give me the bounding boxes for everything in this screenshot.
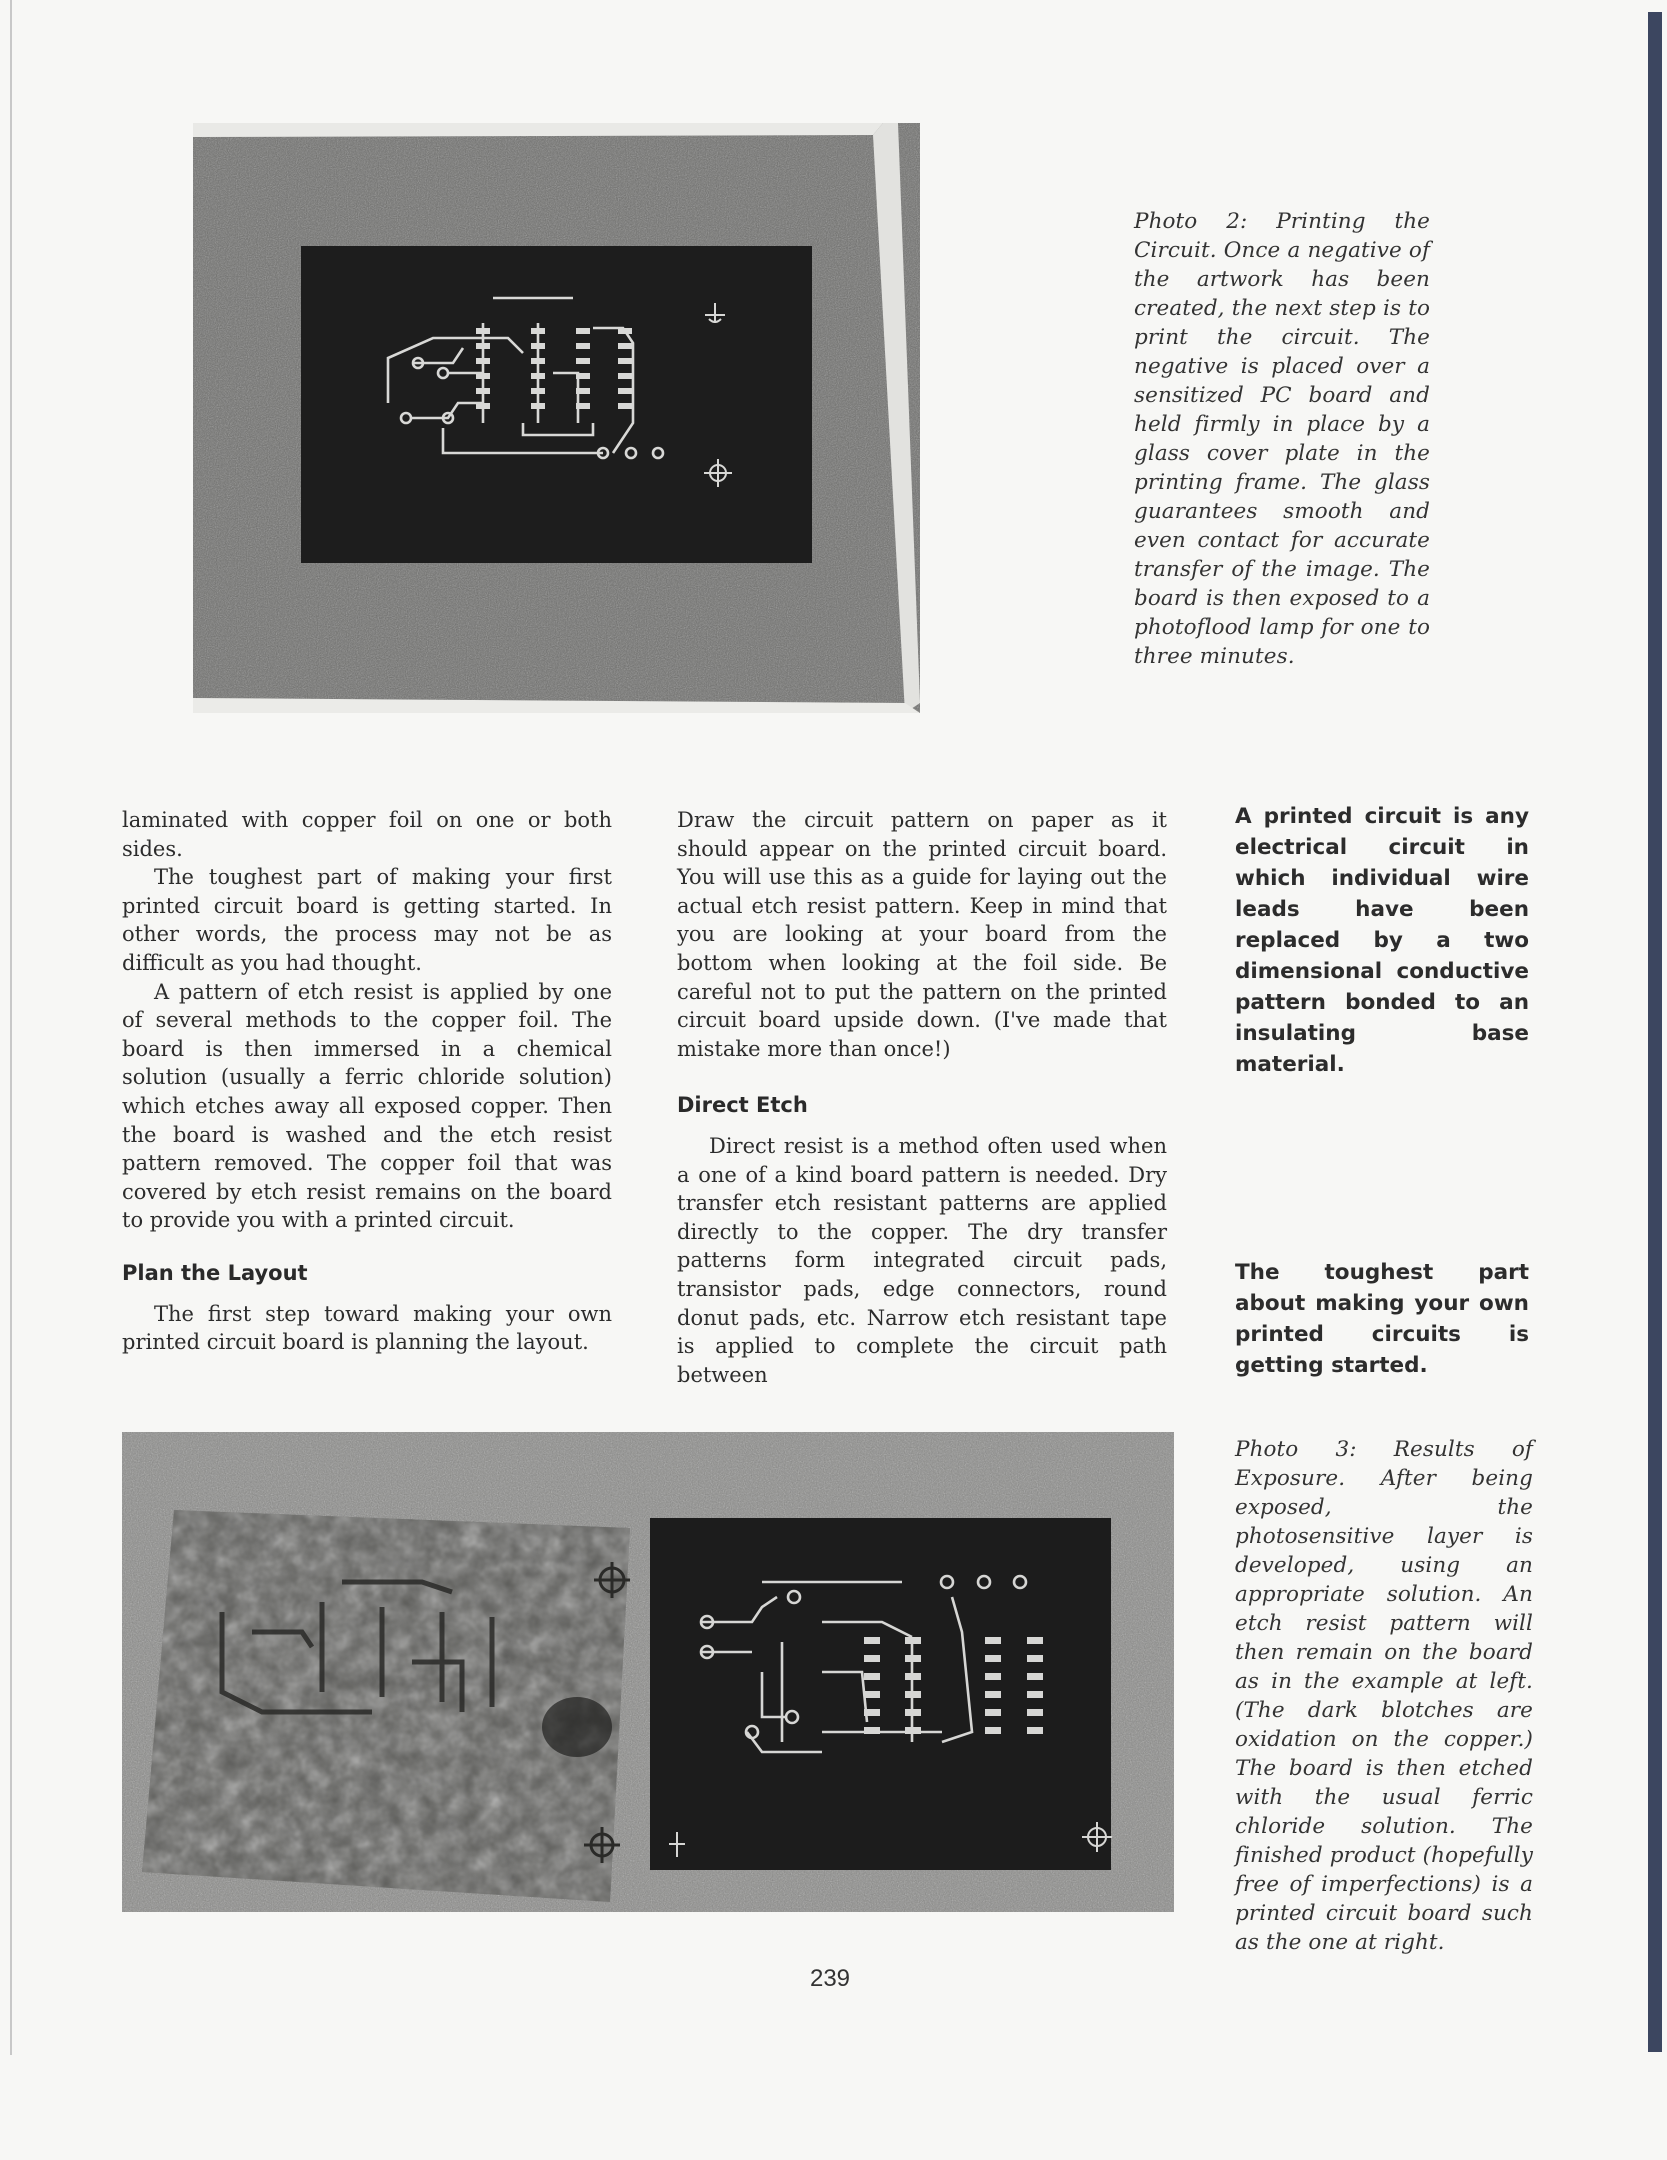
photo-2-caption: Photo 2: Printing the Circuit. Once a negative of the artwork has been created, the next step is to print the circuit. The negative is placed over a sensitized PC board and held firmly in place by a glass cover plate in the printing frame. The glass guarantees smooth and even contact for accurate transfer of the image. The board is then exposed to a photoflood lamp for one to three minutes.	[1134, 209, 1430, 669]
photo-3-caption: Photo 3: Results of Exposure. After being exposed, the photosensitive layer is developed, using an appropriate solution. An etch resist pattern will then remain on the board as in the example at left. (The dark blotches are oxidation on the copper.) The board is then etched with the usual ferric chloride solution. The finished product (hopefully free of imperfections) is a printed circuit board such as the one at right.	[1235, 1437, 1533, 1955]
body-paragraph: Direct resist is a method often used when a one of a kind board pattern is needed. Dry transfer etch resistant patterns are applied directly to the copper. The dry transfer patterns form integrated circuit pads, transistor pads, edge connectors, round donut pads, etc. Narrow etch resistant tape is applied to complete the circuit path between	[677, 1133, 1167, 1387]
section-heading-plan-the-layout: Plan the Layout	[122, 1260, 308, 1285]
binding-edge	[1648, 12, 1662, 2052]
section-heading-direct-etch: Direct Etch	[677, 1093, 808, 1118]
pull-quote-definition: A printed circuit is any electrical circuit in which individual wire leads have been replaced by a two dimensional conductive pattern bonded to an insulating base material.	[1235, 804, 1529, 1077]
page-edge-rule	[10, 0, 12, 2055]
printing-frame-illustration	[193, 123, 920, 713]
body-paragraph: laminated with copper foil on one or both sides.	[122, 808, 612, 861]
exposure-results-illustration	[122, 1432, 1174, 1912]
body-paragraph: Draw the circuit pattern on paper as it should appear on the printed circuit board. You will use this as a guide for laying out the actual etch resist pattern. Keep in mind that you are looking at your board from the bottom when looking at the foil side. Be careful not to put the pattern on the printed circuit board upside down. (I've made that mistake more than once!)	[677, 808, 1167, 1061]
body-column-2	[677, 806, 1167, 1389]
body-paragraph: The toughest part of making your first printed circuit board is getting started. In other words, the process may not be as difficult as you had thought.	[122, 865, 612, 975]
page-number: 239	[809, 1965, 851, 1992]
page-margin	[0, 2055, 1667, 2160]
photo-2-printing-frame	[193, 123, 920, 713]
pull-quote-getting-started: The toughest part about making your own printed circuits is getting started.	[1235, 1260, 1529, 1378]
photo-3-exposure-results	[122, 1432, 1174, 1912]
body-paragraph: The first step toward making your own printed circuit board is planning the layout.	[122, 1301, 612, 1355]
body-paragraph: A pattern of etch resist is applied by one of several methods to the copper foil. The board is then immersed in a chemical solution (usually a ferric chloride solution) which etches away all exposed copper. Then the board is washed and the etch resist pattern removed. The copper foil that was covered by etch resist remains on the board to provide you with a printed circuit.	[122, 979, 612, 1233]
body-column-1	[122, 806, 612, 1357]
